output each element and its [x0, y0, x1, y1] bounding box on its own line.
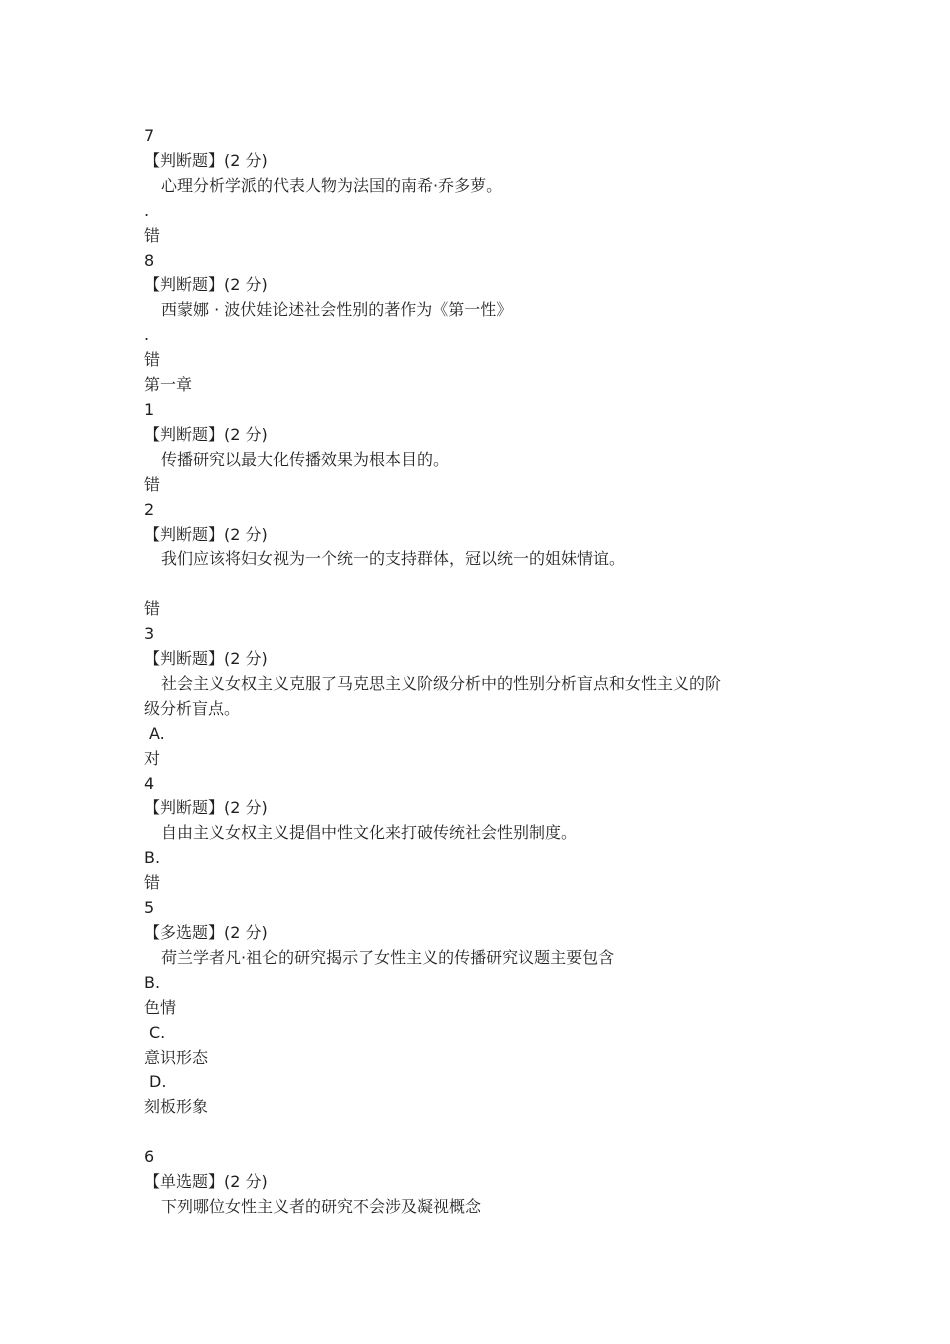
chapter-heading: 第一章: [144, 375, 193, 395]
answer-text: 错: [144, 350, 161, 370]
answer-text: 对: [144, 748, 161, 768]
answer-text: 错: [144, 225, 161, 245]
question-number: 4: [144, 773, 155, 793]
question-text: 下列哪位女性主义者的研究不会涉及凝视概念: [161, 1196, 482, 1216]
question-text: 自由主义女权主义提倡中性文化来打破传统社会性别制度。: [161, 823, 578, 843]
dot-marker: .: [144, 200, 150, 220]
question-number: 2: [144, 499, 155, 519]
question-text: 传播研究以最大化传播效果为根本目的。: [161, 449, 450, 469]
question-type: 【判断题】(2 分): [144, 649, 268, 669]
question-number: 6: [144, 1147, 155, 1167]
blank-line: [144, 572, 824, 597]
option-text: 意识形态: [144, 1047, 209, 1067]
blank-line: [144, 1120, 824, 1145]
question-text: 我们应该将妇女视为一个统一的支持群体，冠以统一的姐妹情谊。: [161, 549, 626, 569]
question-text: 社会主义女权主义克服了马克思主义阶级分析中的性别分析盲点和女性主义的阶: [161, 673, 722, 693]
answer-text: 错: [144, 474, 161, 494]
option-letter: C.: [149, 1022, 166, 1042]
option-text: 刻板形象: [144, 1097, 209, 1117]
question-text: 心理分析学派的代表人物为法国的南希·乔多萝。: [161, 175, 503, 195]
option-letter: B.: [144, 972, 161, 992]
question-type: 【判断题】(2 分): [144, 275, 268, 295]
question-type: 【判断题】(2 分): [144, 150, 268, 170]
question-number: 1: [144, 399, 155, 419]
answer-text: 错: [144, 873, 161, 893]
question-text-continued: 级分析盲点。: [144, 698, 241, 718]
option-letter: B.: [144, 848, 161, 868]
option-text: 色情: [144, 997, 177, 1017]
question-type: 【判断题】(2 分): [144, 798, 268, 818]
question-text: 荷兰学者凡·祖仑的研究揭示了女性主义的传播研究议题主要包含: [161, 947, 615, 967]
question-text: 西蒙娜 · 波伏娃论述社会性别的著作为《第一性》: [161, 300, 513, 320]
question-number: 3: [144, 624, 155, 644]
dot-marker: .: [144, 325, 150, 345]
question-number: 5: [144, 898, 155, 918]
question-type: 【多选题】(2 分): [144, 922, 268, 942]
answer-text: 错: [144, 599, 161, 619]
question-type: 【单选题】(2 分): [144, 1172, 268, 1192]
question-type: 【判断题】(2 分): [144, 524, 268, 544]
question-number: 8: [144, 250, 155, 270]
option-letter: D.: [149, 1072, 167, 1092]
document-body: [144, 124, 824, 1220]
option-letter: A.: [149, 723, 165, 743]
question-number: 7: [144, 126, 155, 145]
question-type: 【判断题】(2 分): [144, 424, 268, 444]
